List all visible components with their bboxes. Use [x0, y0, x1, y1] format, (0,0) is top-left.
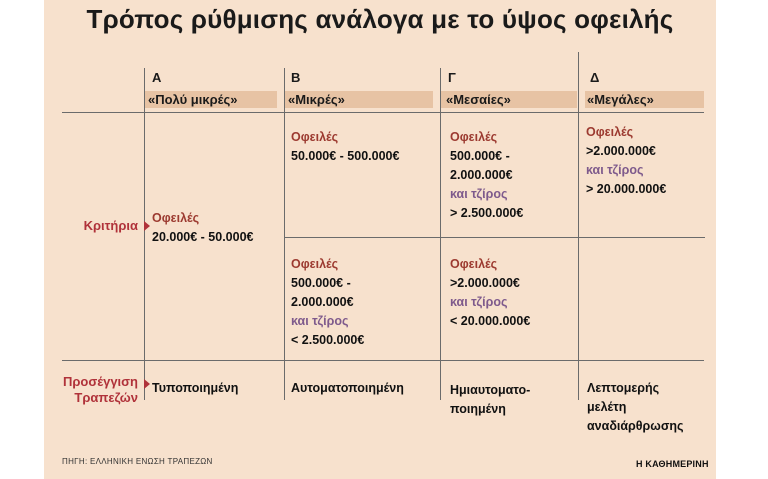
turnover-label: και τζίρος: [586, 163, 644, 177]
column-c-letter: Γ: [448, 70, 456, 85]
row-label-approach-line1: Προσέγγιση: [62, 374, 138, 389]
approach-d-line: Λεπτομερής: [587, 381, 660, 395]
column-d-name: «Μεγάλες»: [587, 92, 654, 107]
grid-line-horizontal: [62, 112, 704, 113]
debt-label: Οφειλές: [291, 257, 339, 271]
debt-range-value: 500.000€ -: [450, 149, 510, 163]
criteria-cell-c-bottom: [450, 255, 530, 331]
debt-range-value: 2.000.000€: [450, 168, 513, 182]
turnover-value: < 2.500.000€: [291, 333, 365, 347]
approach-c-line: Ημιαυτοματο-: [450, 383, 531, 397]
row-label-criteria: Κριτήρια: [83, 218, 138, 233]
turnover-value: > 2.500.000€: [450, 206, 524, 220]
criteria-cell-a: [152, 209, 253, 247]
publisher-brand: Η ΚΑΘΗΜΕΡΙΝΗ: [636, 459, 709, 469]
approach-d-line: αναδιάρθρωσης: [587, 419, 684, 433]
grid-line-vertical: [578, 52, 579, 400]
debt-label: Οφειλές: [291, 130, 339, 144]
approach-a: Τυποποιημένη: [152, 381, 239, 395]
source-note: ΠΗΓΗ: ΕΛΛΗΝΙΚΗ ΕΝΩΣΗ ΤΡΑΠΕΖΩΝ: [62, 457, 213, 466]
criteria-cell-c-top: [450, 128, 523, 223]
criteria-cell-b-top: [291, 128, 399, 166]
grid-line-vertical: [440, 68, 441, 400]
grid-line-horizontal: [285, 237, 705, 238]
criteria-cell-b-bottom: [291, 255, 364, 350]
criteria-cell-d-top: [586, 123, 666, 199]
debt-label: Οφειλές: [586, 125, 634, 139]
debt-label: Οφειλές: [450, 257, 498, 271]
arrow-right-icon: [144, 221, 150, 231]
approach-d: [587, 379, 684, 436]
column-a-name: «Πολύ μικρές»: [148, 92, 238, 107]
approach-d-line: μελέτη: [587, 400, 627, 414]
debt-label: Οφειλές: [450, 130, 498, 144]
approach-b: Αυτοματοποιημένη: [291, 381, 404, 395]
grid-line-vertical: [144, 68, 145, 400]
turnover-value: < 20.000.000€: [450, 314, 531, 328]
debt-range-value: 20.000€ - 50.000€: [152, 230, 254, 244]
arrow-right-icon: [144, 379, 150, 389]
debt-range-value: 50.000€ - 500.000€: [291, 149, 400, 163]
debt-range-value: 500.000€ -: [291, 276, 351, 290]
approach-c: [450, 381, 530, 419]
column-b-name: «Μικρές»: [288, 92, 345, 107]
turnover-label: και τζίρος: [450, 187, 508, 201]
column-c-name: «Μεσαίες»: [446, 92, 511, 107]
column-a-letter: Α: [152, 70, 162, 85]
grid-line-vertical: [284, 68, 285, 400]
row-label-approach-line2: Τραπεζών: [74, 390, 138, 405]
turnover-label: και τζίρος: [291, 314, 349, 328]
turnover-label: και τζίρος: [450, 295, 508, 309]
debt-range-value: >2.000.000€: [586, 144, 656, 158]
turnover-value: > 20.000.000€: [586, 182, 667, 196]
column-d-letter: Δ: [590, 70, 600, 85]
grid-line-horizontal: [62, 360, 704, 361]
debt-range-value: 2.000.000€: [291, 295, 354, 309]
debt-range-value: >2.000.000€: [450, 276, 520, 290]
column-b-letter: Β: [291, 70, 301, 85]
approach-c-line: ποιημένη: [450, 402, 506, 416]
debt-label: Οφειλές: [152, 211, 200, 225]
infographic-title: Τρόπος ρύθμισης ανάλογα με το ύψος οφειλής: [86, 4, 674, 34]
